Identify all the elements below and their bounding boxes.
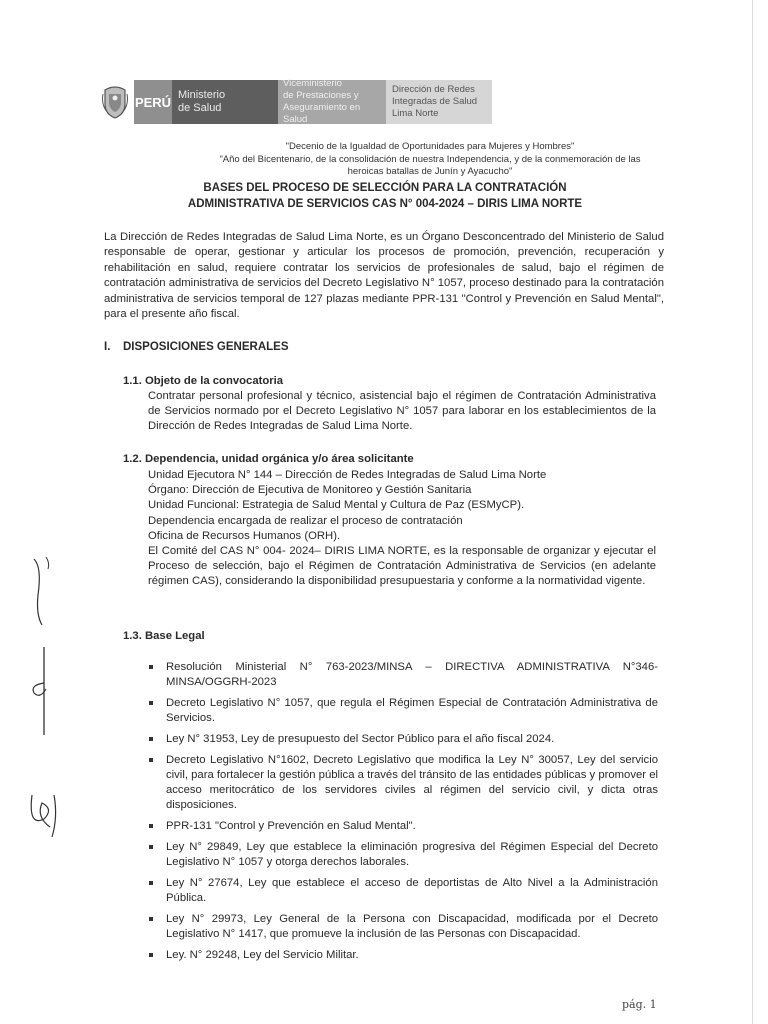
bullet-icon	[149, 758, 153, 762]
legal-item-text: Ley N° 31953, Ley de presupuesto del Sector Público para el año fiscal 2024.	[166, 733, 555, 745]
list-item	[148, 753, 658, 813]
legal-item-text: PPR-131 "Control y Prevención en Salud Mental".	[166, 820, 416, 832]
bullet-icon	[149, 953, 153, 957]
diris-line-1: Dirección de Redes	[392, 84, 475, 95]
bullet-icon	[149, 917, 153, 921]
subsection-1-1-body: Contratar personal profesional y técnico, asistencial bajo el régimen de Contratación Administrativa de Servicios normado por el Decreto Legislativo N° 1057 para laborar en los establecimientos de la Dirección de Redes Integradas de Salud Lima Norte.	[148, 390, 656, 433]
organ: Órgano: Dirección de Ejecutiva de Monitoreo y Gestión Sanitaria	[148, 484, 472, 497]
decree-line-2: "Año del Bicentenario, de la consolidación de nuestra Independencia, y de la conmemoración de las	[219, 154, 641, 165]
diris-line-2: Integradas de Salud	[392, 96, 478, 107]
legal-item-text: Resolución Ministerial N° 763-2023/MINSA – DIRECTIVA ADMINISTRATIVA N°346-MINSA/OGGRH-2023	[166, 661, 658, 688]
peru-label: PERÚ	[134, 80, 172, 124]
bullet-icon	[149, 665, 153, 669]
section-heading: DISPOSICIONES GENERALES	[123, 341, 289, 353]
bullet-icon	[149, 737, 153, 741]
subsection-1-2-details	[148, 468, 656, 590]
legal-item-text: Ley N° 27674, Ley que establece el acceso de deportistas de Alto Nivel a la Administración Pública.	[166, 877, 658, 904]
subsection-1-3-title: 1.3. Base Legal	[123, 630, 205, 642]
list-item	[148, 840, 658, 870]
vice-line-2: de Prestaciones y	[283, 90, 359, 101]
list-item	[148, 876, 658, 906]
coat-of-arms-icon	[100, 80, 130, 124]
subsection-1-2-title: 1.2. Dependencia, unidad orgánica y/o área solicitante	[123, 453, 414, 465]
document-title-line-2: ADMINISTRATIVA DE SERVICIOS CAS N° 004-2024 – DIRIS LIMA NORTE	[187, 198, 583, 210]
page-edge	[752, 0, 753, 1024]
legal-item-text: Ley. N° 29248, Ley del Servicio Militar.	[166, 949, 359, 961]
committee-paragraph: El Comité del CAS N° 004- 2024– DIRIS LIMA NORTE, es la responsable de organizar y ejecutar el Proceso de selección, bajo el Régimen de Contratación Administrativa de Servicios (en adelante régimen CAS), considerando la disponibilidad presupuestaria y conforme a la normatividad vigente.	[148, 545, 656, 588]
bullet-icon	[149, 701, 153, 705]
legal-basis-list	[148, 660, 658, 969]
functional-unit: Unidad Funcional: Estrategia de Salud Mental y Cultura de Paz (ESMyCP).	[148, 499, 525, 512]
vice-line-1: Viceministerio	[283, 78, 342, 89]
legal-item-text: Decreto Legislativo N°1602, Decreto Legislativo que modifica la Ley N° 30057, Ley del servicio civil, para fortalecer la gestión pública a través del tránsito de las entidades públicas y promover el acceso meritocrático de los servidores civiles al régimen del servicio civil, y dicta otras disposiciones.	[166, 754, 658, 811]
bullet-icon	[149, 881, 153, 885]
legal-item-text: Ley N° 29973, Ley General de la Persona con Discapacidad, modificada por el Decreto Legislativo N° 1417, que promueve la inclusión de las Personas con Discapacidad.	[166, 913, 658, 940]
list-item	[148, 660, 658, 690]
document-title-line-1: BASES DEL PROCESO DE SELECCIÓN PARA LA CONTRATACIÓN	[203, 182, 567, 194]
diris-line-3: Lima Norte	[392, 108, 439, 119]
vice-line-3: Aseguramiento en Salud	[283, 102, 361, 125]
decree-line-3: heroicas batallas de Junín y Ayacucho"	[347, 166, 513, 177]
hr-office: Oficina de Recursos Humanos (ORH).	[148, 529, 341, 542]
legal-item-text: Decreto Legislativo N° 1057, que regula el Régimen Especial de Contratación Administrativa de Servicios.	[166, 697, 658, 724]
list-item	[148, 948, 658, 963]
list-item	[148, 819, 658, 834]
handwritten-initials	[20, 555, 80, 855]
ministry-label	[172, 80, 278, 124]
responsible-dependency: Dependencia encargada de realizar el proceso de contratación	[148, 514, 463, 527]
ministry-line-1: Ministerio	[178, 89, 226, 101]
list-item	[148, 912, 658, 942]
page-number: pág. 1	[622, 998, 657, 1011]
section-number: I.	[104, 341, 111, 353]
intro-paragraph: La Dirección de Redes Integradas de Salud Lima Norte, es un Órgano Desconcentrado del Ministerio de Salud responsable de operar, gestionar y articular los procesos de promoción, prevención, recuperación y rehabilitación en salud, requiere contratar los servicios de profesionales de salud, bajo el régimen de contratación administrativa de servicios del Decreto Legislativo N° 1057, proceso destinado para la contratación administrativa de servicios temporal de 127 plazas mediante PPR-131 "Control y Prevención en Salud Mental", para el presente año fiscal.	[104, 231, 664, 321]
list-item	[148, 732, 658, 747]
viceministry-label	[278, 80, 386, 124]
decree-line-1: "Decenio de la Igualdad de Oportunidades para Mujeres y Hombres"	[285, 141, 575, 152]
header-banner	[100, 80, 492, 124]
list-item	[148, 696, 658, 726]
bullet-icon	[149, 845, 153, 849]
bullet-icon	[149, 824, 153, 828]
subsection-1-1-title: 1.1. Objeto de la convocatoria	[123, 375, 284, 387]
diris-label	[386, 80, 492, 124]
legal-item-text: Ley N° 29849, Ley que establece la eliminación progresiva del Régimen Especial del Decreto Legislativo N° 1057 y otorga derechos laborales.	[166, 841, 658, 868]
ministry-line-2: de Salud	[178, 102, 222, 114]
executing-unit: Unidad Ejecutora N° 144 – Dirección de Redes Integradas de Salud Lima Norte	[148, 469, 547, 481]
